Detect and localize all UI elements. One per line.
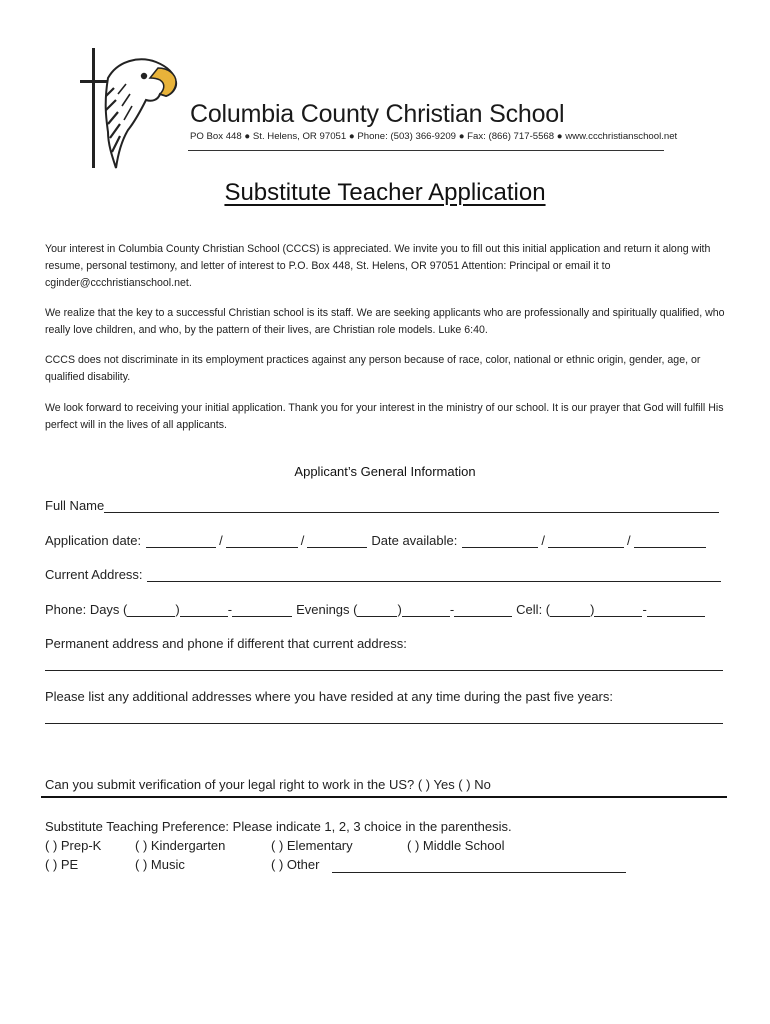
evenings-label: Evenings (	[296, 602, 358, 617]
other-preference-field[interactable]	[332, 858, 626, 873]
school-name: Columbia County Christian School	[190, 100, 565, 128]
page-title: Substitute Teacher Application	[224, 179, 546, 206]
school-contact-line	[190, 131, 677, 142]
date-separator: /	[541, 533, 545, 548]
option-kindergarten[interactable]: ( ) Kindergarten	[135, 838, 226, 853]
full-name-row	[45, 498, 719, 513]
contact-phone: Phone: (503) 366-9209	[357, 131, 457, 142]
contact-city: St. Helens, OR 97051	[252, 131, 347, 142]
phone-row	[45, 602, 705, 617]
section-heading: Applicant’s General Information	[294, 464, 476, 479]
dates-row	[45, 533, 706, 548]
full-name-label: Full Name	[45, 498, 105, 513]
full-name-field[interactable]	[104, 498, 719, 513]
cell-number-field[interactable]	[647, 602, 705, 617]
days-number-field[interactable]	[232, 602, 292, 617]
date-separator: /	[219, 533, 223, 548]
header-divider	[188, 150, 664, 151]
bullet-icon: ●	[244, 131, 253, 142]
application-year-field[interactable]	[307, 533, 367, 548]
application-day-field[interactable]	[226, 533, 298, 548]
days-prefix-field[interactable]	[180, 602, 228, 617]
bullet-icon: ●	[556, 131, 566, 142]
preference-prompt: Substitute Teaching Preference: Please indicate 1, 2, 3 choice in the parenthesis.	[45, 819, 512, 834]
date-available-label: Date available:	[371, 533, 458, 548]
available-month-field[interactable]	[462, 533, 538, 548]
dash: -	[227, 602, 233, 617]
evenings-number-field[interactable]	[454, 602, 512, 617]
option-prep-k[interactable]: ( ) Prep-K	[45, 838, 102, 853]
current-address-row	[45, 567, 721, 582]
intro-paragraph-2: We realize that the key to a successful Christian school is its staff. We are seeking applicants who are professionally and spiritually qualified, who really love children, and who, by the pattern of their lives, are Christian role models. Luke 6:40.	[45, 307, 725, 336]
application-month-field[interactable]	[146, 533, 216, 548]
option-other[interactable]: ( ) Other	[271, 857, 320, 872]
contact-po-box: PO Box 448	[190, 131, 242, 142]
paren-close: )	[175, 602, 180, 617]
bullet-icon: ●	[348, 131, 358, 142]
additional-addresses-label: Please list any additional addresses where you have resided at any time during the past five years:	[45, 689, 613, 704]
option-pe[interactable]: ( ) PE	[45, 857, 79, 872]
date-separator: /	[300, 533, 305, 548]
option-music[interactable]: ( ) Music	[135, 857, 185, 872]
cell-label: Cell: (	[516, 602, 551, 617]
date-separator: /	[627, 533, 631, 548]
school-logo	[78, 44, 188, 174]
evenings-area-code-field[interactable]	[357, 602, 397, 617]
paren-close: )	[397, 602, 402, 617]
option-middle-school[interactable]: ( ) Middle School	[407, 838, 505, 853]
current-address-label: Current Address:	[45, 567, 143, 582]
contact-fax: Fax: (866) 717-5568	[467, 131, 555, 142]
permanent-address-field[interactable]	[45, 670, 723, 671]
days-area-code-field[interactable]	[127, 602, 175, 617]
dash: -	[642, 602, 647, 617]
application-date-label: Application date:	[45, 533, 142, 548]
bullet-icon: ●	[458, 131, 468, 142]
intro-paragraph-1: Your interest in Columbia County Christian School (CCCS) is appreciated. We invite you to fill out this initial application and return it along with resume, personal testimony, and letter of interest to P.O. Box 448, St. Helens, OR 97051 Attention: Principal or email it to cginder@ccchristianschool.net.	[45, 243, 711, 289]
cell-prefix-field[interactable]	[594, 602, 642, 617]
additional-addresses-field[interactable]	[45, 723, 723, 724]
intro-paragraph-4: We look forward to receiving your initial application. Thank you for your interest in the ministry of our school. It is our prayer that God will fulfill His perfect will in the lives of all applicants.	[45, 402, 724, 431]
option-elementary[interactable]: ( ) Elementary	[271, 838, 353, 853]
phone-days-label: Phone: Days (	[45, 602, 128, 617]
work-verification-question[interactable]: Can you submit verification of your legal right to work in the US? ( ) Yes ( ) No	[45, 777, 491, 792]
current-address-field[interactable]	[147, 567, 721, 582]
evenings-prefix-field[interactable]	[402, 602, 450, 617]
contact-website: www.ccchristianschool.net	[565, 131, 678, 142]
eagle-cross-logo-icon	[78, 44, 188, 174]
preference-options	[45, 838, 745, 878]
intro-paragraph-3: CCCS does not discriminate in its employment practices against any person because of race, color, national or ethnic origin, gender, age, or qualified disability.	[45, 354, 701, 383]
available-year-field[interactable]	[634, 533, 706, 548]
paren-close: )	[590, 602, 595, 617]
permanent-address-label: Permanent address and phone if different that current address:	[45, 636, 407, 651]
section-divider	[41, 796, 727, 798]
available-day-field[interactable]	[548, 533, 624, 548]
dash: -	[449, 602, 455, 617]
cell-area-code-field[interactable]	[550, 602, 590, 617]
